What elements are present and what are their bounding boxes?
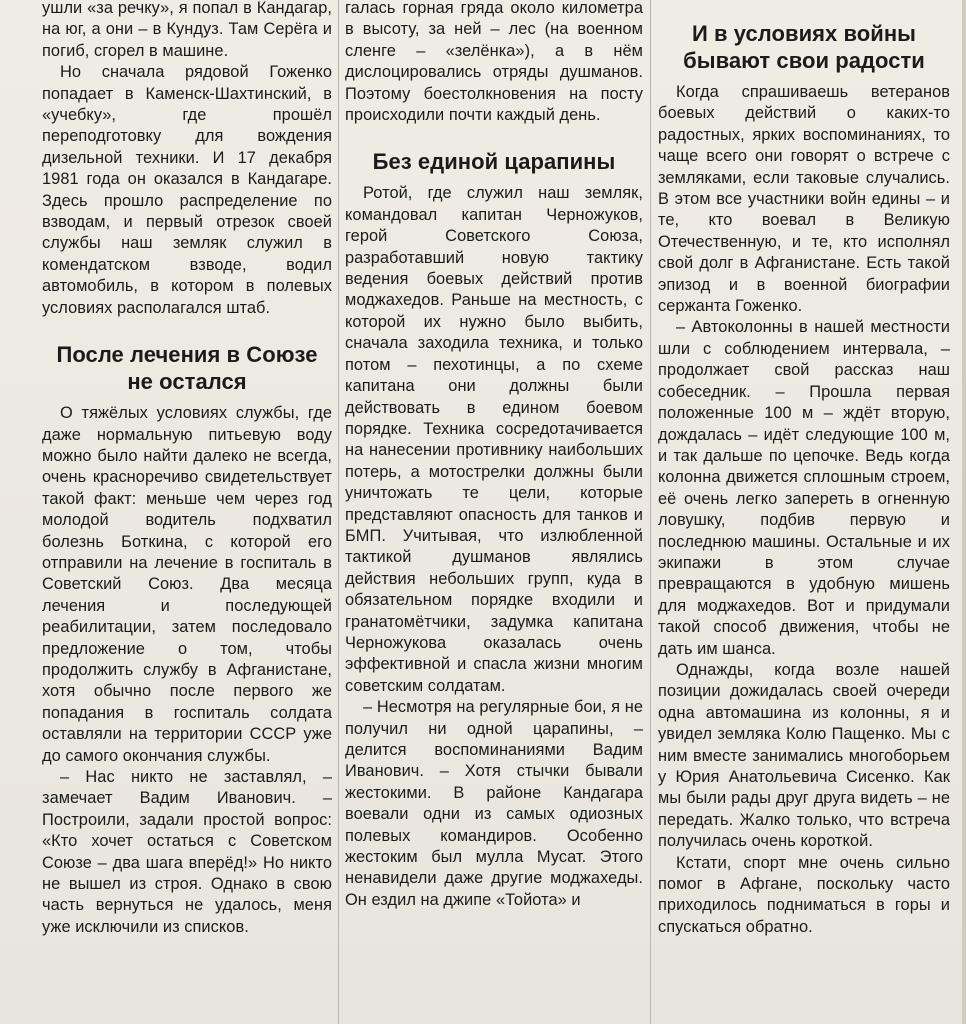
section-heading: И в условиях войны бывают свои радости <box>683 21 925 73</box>
paragraph: Однажды, когда возле нашей позиции дожидалась своей очереди одна автомашина из колонны, я и увидел земляка Колю Пащенко. Мы с ним вместе занимались многоборьем у Юрия Анатольевича Сисенко. Как мы были рады друг друга видеть – не передать. Жалко только, что встреча получилась очень короткой. <box>658 660 950 851</box>
column-divider <box>338 0 339 1024</box>
paragraph: О тяжёлых условиях службы, где даже нормальную питьевую воду можно было найти далеко не всегда, очень красноречиво свидетельствует такой факт: меньше чем через год молодой водитель подхватил болезнь Боткина, с которой его отправили на лечение в госпиталь в Советский Союз. Два месяца лечения и последующей реабилитации, затем последовало предложение о том, чтобы продолжить службу в Афганистане, хотя обычно после первого же попадания в госпиталь солдата оставляли на территории СССР уже до самого окончания службы. <box>42 404 332 765</box>
paragraph: – Несмотря на регулярные бои, я не получил ни одной царапины, – делится воспоминаниями Вадим Иванович. – Хотя стычки бывали жестокими. В районе Кандагара воевали одни из самых одиозных полевых командиров. Особенно жестоким был мулла Мусат. Этого ненавидели даже другие моджахеды. Он ездил на джипе «Тойота» и <box>345 698 643 909</box>
section-heading: Без единой царапины <box>372 149 616 175</box>
column-3 <box>658 0 950 938</box>
column-divider <box>650 0 651 1024</box>
column-1 <box>42 0 332 938</box>
paragraph: – Автоколонны в нашей местности шли с соблюдением интервала, – продолжает свой рассказ наш собеседник. – Прошла первая положенные 100 м – ждёт вторую, дождалась – идёт следующие 100 м, и так дальше по цепочке. Ведь когда колонна движется сплошным строем, её очень легко запереть в огненную ловушку, подбив первую и последнюю машины. Остальные и их экипажи в этом случае превращаются в удобную мишень для моджахедов. Вот и придумали такой способ движения, чтобы не дать им шанса. <box>658 318 950 658</box>
column-2 <box>345 0 643 911</box>
section-heading: После лечения в Союзе не остался <box>56 342 318 395</box>
paragraph: Когда спрашиваешь ветеранов боевых действий о каких-то радостных, ярких воспоминаниях, то чаще всего они говорят о встрече с земляками, если таковые случались. В этом все участники войн едины – и те, кто воевал в Великую Отечественную, и те, кто исполнял свой долг в Афганистане. Есть такой эпизод и в военной биографии сержанта Гоженко. <box>658 83 950 316</box>
paragraph: Ротой, где служил наш земляк, командовал капитан Черножуков, герой Советского Союза, разработавший новую тактику ведения боевых действий против моджахедов. Раньше на местность, с которой их нужно было выбить, сначала заходила техника, и только потом – пехотинцы, а по схеме капитана они должны были действовать в едином боевом порядке. Техника сосредотачивается на нанесении противнику наибольших потерь, а мотострелки должны были уничтожать те цели, которые представляют опасность для танков и БМП. Учитывая, что излюбленной тактикой душманов являлись действия небольших групп, куда в обязательном порядке входили и гранатомётчики, задумка капитана Черножукова оказалась очень эффективной и спасла жизни многим советским солдатам. <box>345 184 643 695</box>
paragraph: – Нас никто не заставлял, – замечает Вадим Иванович. – Построили, задали простой вопрос: «Кто хочет остаться с Советском Союзе – два шага вперёд!» Но никто не вышел из строя. Однако в свою часть вернуться не удалось, меня уже исключили из списков. <box>42 768 332 936</box>
paragraph: галась горная гряда около километра в высоту, за ней – лес (на военном сленге – «зелёнка»), а в нём дислоцировались отряды душманов. Поэтому боестолкновения на посту происходили почти каждый день. <box>345 0 643 125</box>
paragraph: Кстати, спорт мне очень сильно помог в Афгане, поскольку часто приходилось подниматься в горы и спускаться обратно. <box>658 853 950 936</box>
paragraph: ушли «за речку», я попал в Кандагар, на юг, а они – в Кундуз. Там Серёга и погиб, сгорел в машине. <box>42 0 332 60</box>
page-edge <box>962 0 966 1024</box>
paragraph: Но сначала рядовой Гоженко попадает в Каменск-Шахтинский, в «учебку», где прошёл переподготовку для вождения дизельной техники. И 17 декабря 1981 года он оказался в Кандагаре. Здесь прошло распределение по взводам, и первый отрезок своей службы наш земляк служил в комендатском взводе, водил автомобиль, в котором в полевых условиях располагался штаб. <box>42 63 332 317</box>
